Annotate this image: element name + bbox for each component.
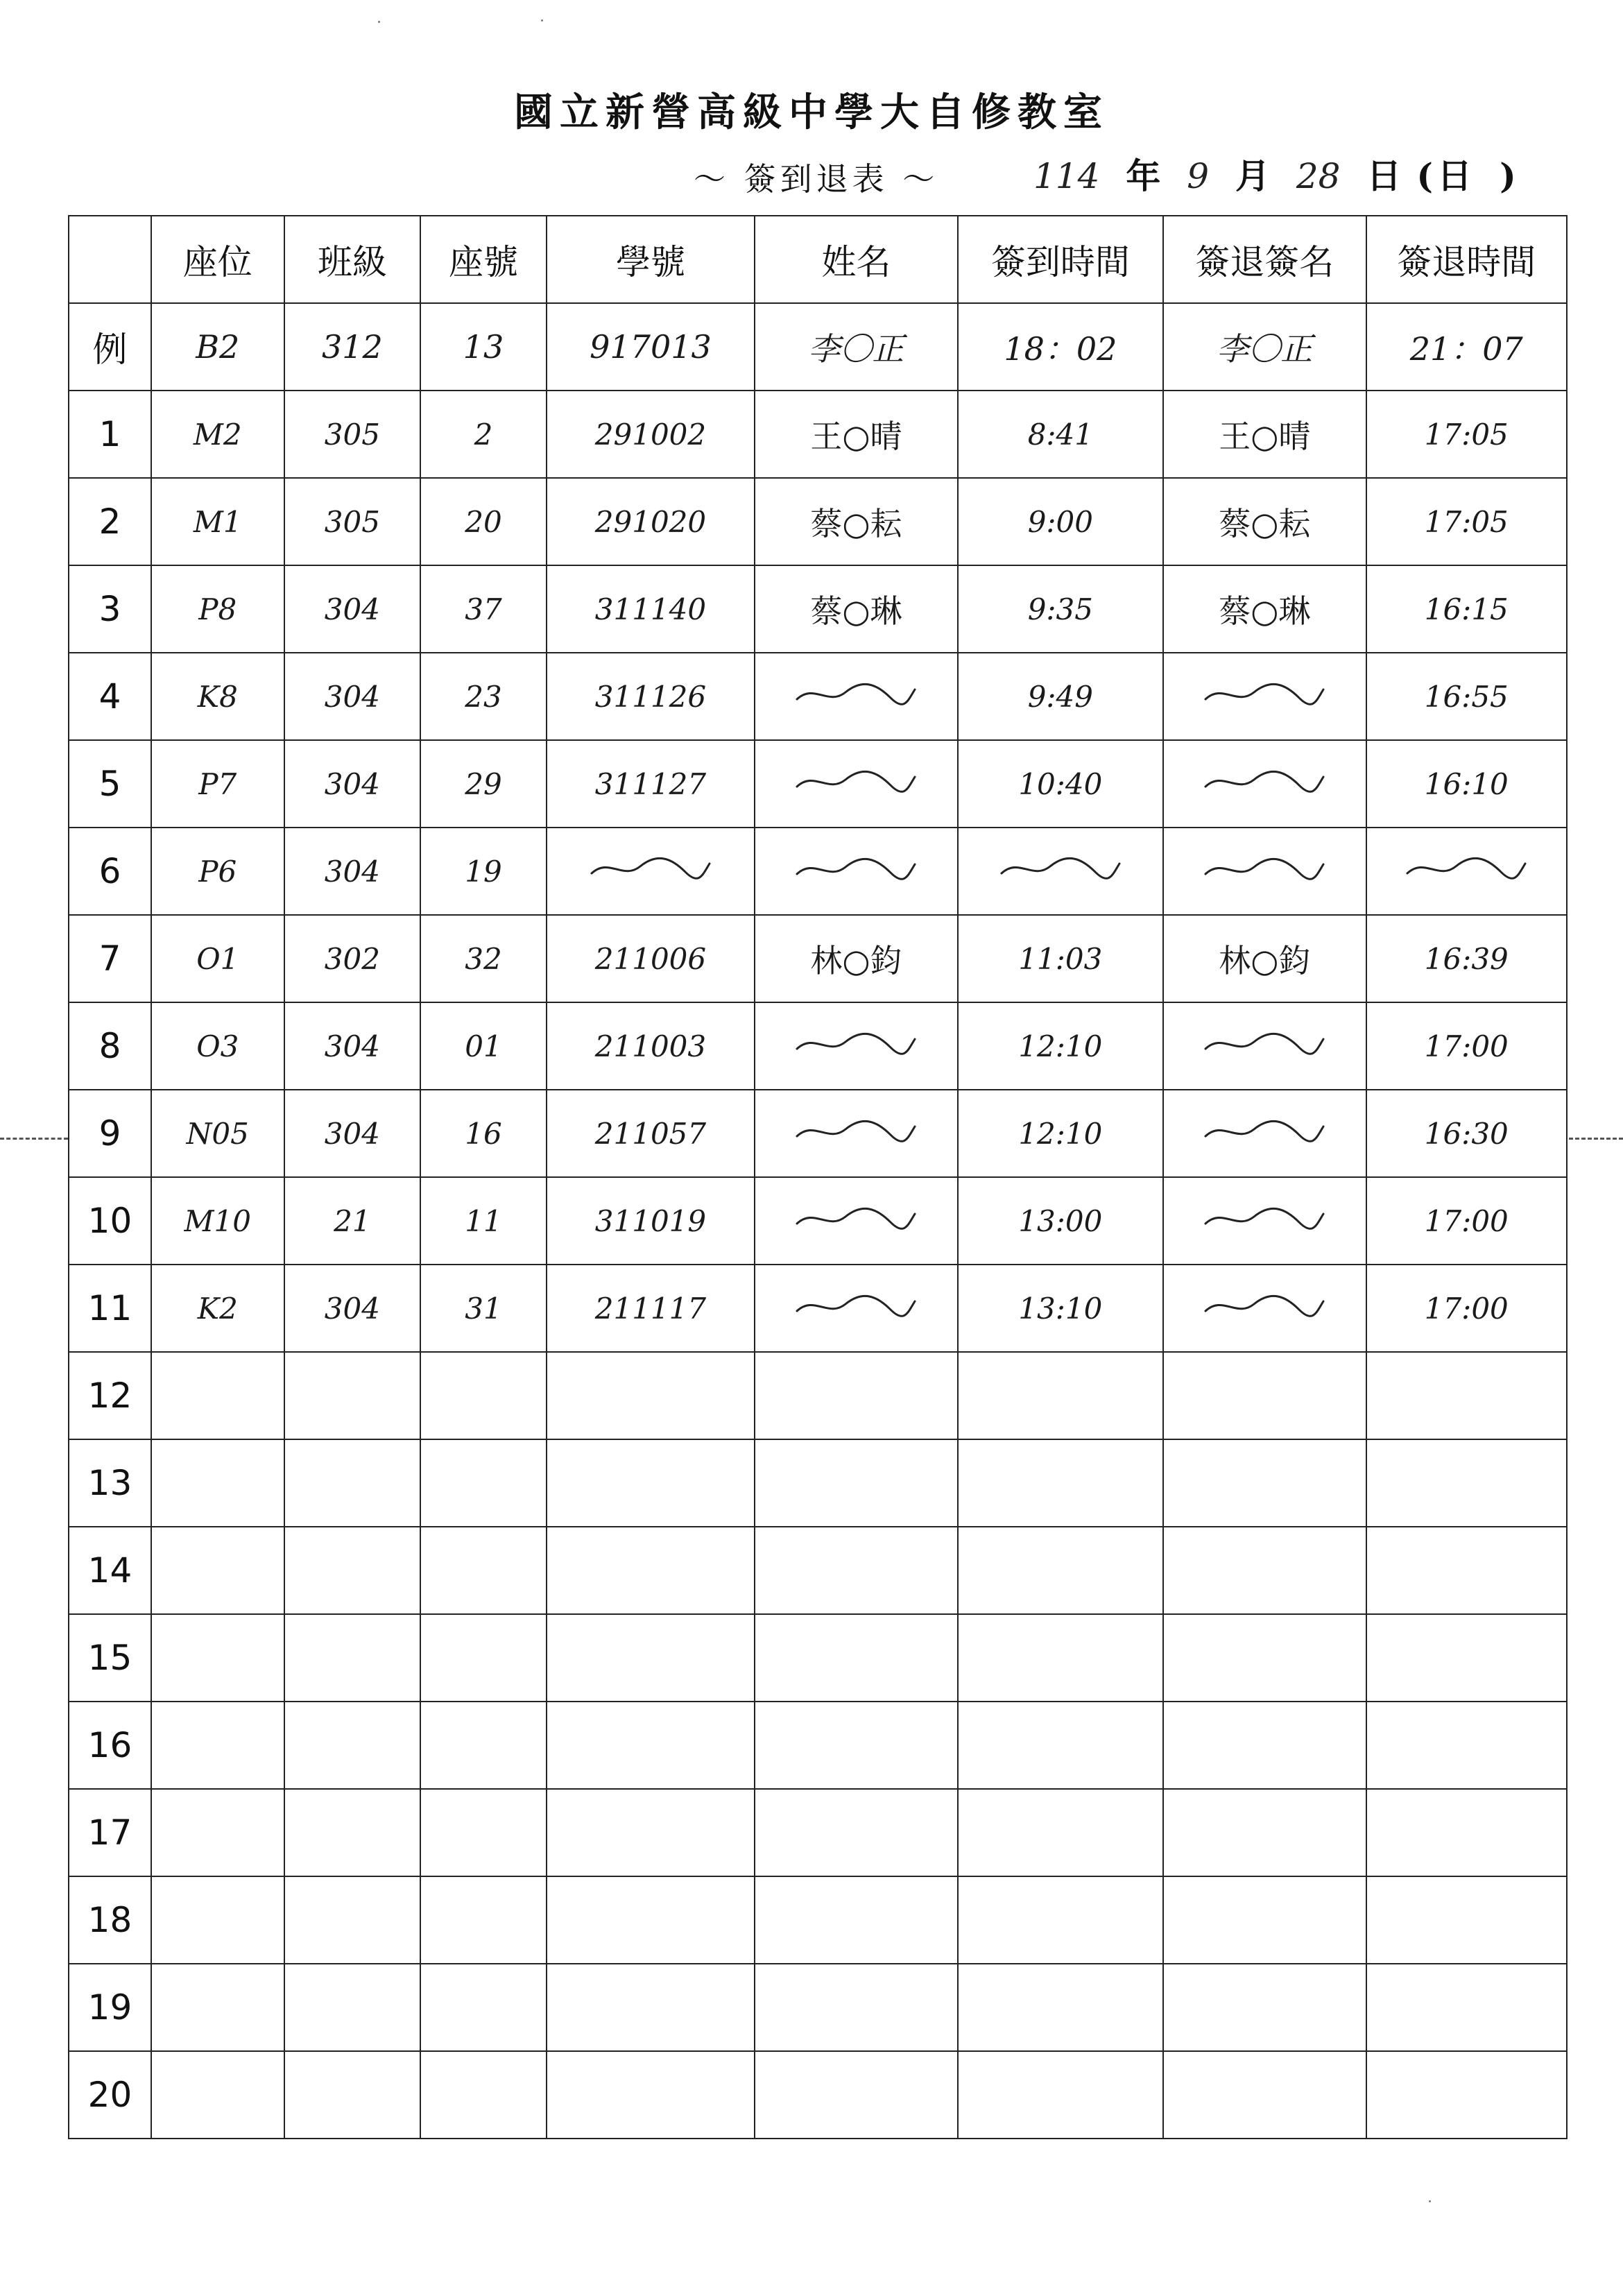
cell-checkout-signature: 林○鈞: [1163, 915, 1366, 1002]
cell-class: 21: [284, 1177, 421, 1265]
cell-seat: P6: [151, 828, 284, 915]
cell-name: [755, 1352, 957, 1439]
cell-checkout-time: [1366, 2051, 1567, 2139]
cell-name: [755, 1527, 957, 1614]
cell-checkin-time: 13:00: [958, 1177, 1163, 1265]
cell-student-id: 211006: [547, 915, 755, 1002]
cell-seat: [151, 1352, 284, 1439]
cell-class: [284, 1789, 421, 1876]
cell-checkout-time: [1366, 1876, 1567, 1964]
table-row: [69, 828, 1567, 915]
cell-checkout-time: [1366, 1702, 1567, 1789]
row-number: 10: [69, 1177, 151, 1265]
cell-class: [284, 2051, 421, 2139]
cell-seat-no: 23: [420, 653, 547, 740]
cell-seat: K8: [151, 653, 284, 740]
table-row: [69, 1527, 1567, 1614]
signin-table: [68, 215, 1568, 2139]
weekday-open: (: [1416, 155, 1434, 196]
cell-name: [755, 1702, 957, 1789]
cell-class: 304: [284, 565, 421, 653]
cell-seat-no: 2: [420, 391, 547, 478]
cell-checkout-signature: [1163, 1789, 1366, 1876]
handwritten-signature-scribble: [588, 854, 713, 882]
scan-speck: [541, 19, 543, 22]
cell-seat-no: [420, 1789, 547, 1876]
cell-student-id: 211003: [547, 1002, 755, 1090]
cell-name: [755, 653, 957, 740]
handwritten-signature-scribble: [793, 1204, 918, 1232]
row-number: 17: [69, 1789, 151, 1876]
table-row: [69, 1352, 1567, 1439]
cell-seat: P7: [151, 740, 284, 828]
cell-checkin-time: [958, 1439, 1163, 1527]
cell-seat-no: 29: [420, 740, 547, 828]
cell-name: 蔡○琳: [755, 565, 957, 653]
row-number: 2: [69, 478, 151, 565]
cell-seat-no: [420, 1614, 547, 1702]
table-row: [69, 391, 1567, 478]
cell-checkout-signature: [1163, 1614, 1366, 1702]
cell-name: [755, 828, 957, 915]
cell-seat-no: 20: [420, 478, 547, 565]
cell-checkout-time: [1366, 1964, 1567, 2051]
cell-class: [284, 1614, 421, 1702]
cell-seat-no: 13: [420, 303, 547, 391]
cell-seat: [151, 1876, 284, 1964]
row-label: 例: [69, 303, 151, 391]
cell-seat: [151, 1527, 284, 1614]
handwritten-signature-scribble: [793, 1292, 918, 1319]
date-month-label: 月: [1235, 155, 1270, 196]
row-number: 7: [69, 915, 151, 1002]
cell-class: 302: [284, 915, 421, 1002]
cell-seat: [151, 1964, 284, 2051]
table-row: [69, 1177, 1567, 1265]
cell-checkin-time: 18：02: [958, 303, 1163, 391]
cell-seat-no: 19: [420, 828, 547, 915]
cell-student-id: 311140: [547, 565, 755, 653]
cell-checkin-time: 13:10: [958, 1265, 1163, 1352]
cell-student-id: [547, 1702, 755, 1789]
cell-seat-no: 37: [420, 565, 547, 653]
cell-seat-no: [420, 1876, 547, 1964]
table-row: [69, 2051, 1567, 2139]
cell-seat: P8: [151, 565, 284, 653]
table-row: [69, 1090, 1567, 1177]
cell-name: [755, 1439, 957, 1527]
cell-seat-no: 16: [420, 1090, 547, 1177]
cell-student-id: 291020: [547, 478, 755, 565]
cell-checkout-signature: 蔡○琳: [1163, 565, 1366, 653]
cell-checkout-time: [1366, 1527, 1567, 1614]
cell-checkout-signature: [1163, 1964, 1366, 2051]
table-row: [69, 1702, 1567, 1789]
cell-class: [284, 1702, 421, 1789]
cell-student-id: 917013: [547, 303, 755, 391]
handwritten-signature-scribble: [793, 680, 918, 708]
cell-checkout-signature: [1163, 1265, 1366, 1352]
row-number: 4: [69, 653, 151, 740]
fold-mark-right: [1569, 1138, 1623, 1140]
table-row: [69, 1614, 1567, 1702]
table-row: [69, 565, 1567, 653]
cell-checkout-signature: [1163, 1876, 1366, 1964]
cell-seat: M1: [151, 478, 284, 565]
cell-name: 林○鈞: [755, 915, 957, 1002]
cell-seat-no: [420, 1702, 547, 1789]
cell-student-id: [547, 1439, 755, 1527]
col-header-seat: 座位: [151, 216, 284, 303]
cell-checkin-time: 9:35: [958, 565, 1163, 653]
cell-student-id: 291002: [547, 391, 755, 478]
cell-checkout-signature: [1163, 740, 1366, 828]
cell-checkin-time: [958, 1527, 1163, 1614]
date-weekday: 日: [1437, 155, 1472, 196]
row-number: 16: [69, 1702, 151, 1789]
table-row: [69, 1265, 1567, 1352]
cell-name: [755, 740, 957, 828]
cell-checkout-signature: [1163, 2051, 1366, 2139]
handwritten-signature-scribble: [793, 1117, 918, 1145]
cell-checkout-signature: [1163, 828, 1366, 915]
cell-seat-no: 32: [420, 915, 547, 1002]
cell-class: 304: [284, 653, 421, 740]
row-number: 1: [69, 391, 151, 478]
cell-checkout-time: [1366, 1789, 1567, 1876]
cell-name: 王○晴: [755, 391, 957, 478]
cell-student-id: [547, 1352, 755, 1439]
cell-checkin-time: [958, 2051, 1163, 2139]
weekday-close: ): [1500, 155, 1516, 196]
row-number: 11: [69, 1265, 151, 1352]
cell-checkout-time: 17:05: [1366, 391, 1567, 478]
cell-student-id: 211057: [547, 1090, 755, 1177]
table-row: [69, 1964, 1567, 2051]
handwritten-signature-scribble: [1202, 680, 1327, 708]
cell-class: 304: [284, 1265, 421, 1352]
handwritten-signature-scribble: [1404, 854, 1529, 882]
cell-checkin-time: 12:10: [958, 1090, 1163, 1177]
cell-student-id: [547, 2051, 755, 2139]
cell-seat: B2: [151, 303, 284, 391]
cell-checkout-signature: [1163, 1439, 1366, 1527]
cell-class: 305: [284, 478, 421, 565]
cell-name: [755, 1265, 957, 1352]
handwritten-signature-scribble: [1202, 1117, 1327, 1145]
cell-checkout-time: 21：07: [1366, 303, 1567, 391]
cell-checkin-time: [958, 1702, 1163, 1789]
cell-class: 304: [284, 740, 421, 828]
cell-class: [284, 1876, 421, 1964]
row-number: 18: [69, 1876, 151, 1964]
cell-student-id: 311019: [547, 1177, 755, 1265]
cell-seat-no: [420, 2051, 547, 2139]
cell-checkout-signature: [1163, 1702, 1366, 1789]
cell-checkout-signature: [1163, 1177, 1366, 1265]
table-row: [69, 1876, 1567, 1964]
cell-seat: O3: [151, 1002, 284, 1090]
cell-seat-no: 11: [420, 1177, 547, 1265]
handwritten-signature-scribble: [1202, 1292, 1327, 1319]
cell-checkout-signature: [1163, 1527, 1366, 1614]
cell-checkout-time: [1366, 828, 1567, 915]
cell-seat: N05: [151, 1090, 284, 1177]
cell-checkout-signature: [1163, 653, 1366, 740]
cell-seat-no: [420, 1439, 547, 1527]
cell-checkout-time: 17:00: [1366, 1002, 1567, 1090]
cell-seat: [151, 1789, 284, 1876]
cell-name: [755, 2051, 957, 2139]
handwritten-signature-scribble: [793, 767, 918, 795]
col-header-class: 班級: [284, 216, 421, 303]
cell-student-id: [547, 1527, 755, 1614]
row-number: 20: [69, 2051, 151, 2139]
table-row: [69, 740, 1567, 828]
handwritten-signature-scribble: [998, 854, 1123, 882]
row-number: 8: [69, 1002, 151, 1090]
table-row: [69, 653, 1567, 740]
cell-name: [755, 1789, 957, 1876]
cell-name: [755, 1002, 957, 1090]
cell-checkout-time: [1366, 1439, 1567, 1527]
cell-checkout-time: 17:05: [1366, 478, 1567, 565]
date-year: 114: [1033, 156, 1100, 196]
handwritten-signature-scribble: [1202, 1204, 1327, 1232]
cell-checkout-time: 17:00: [1366, 1177, 1567, 1265]
handwritten-signature-scribble: [1202, 855, 1327, 882]
date-day: 28: [1296, 156, 1341, 196]
col-header-index: [69, 216, 151, 303]
cell-name: [755, 1614, 957, 1702]
example-row: [69, 303, 1567, 391]
cell-checkout-time: 16:10: [1366, 740, 1567, 828]
date-month: 9: [1187, 156, 1210, 196]
cell-student-id: [547, 1876, 755, 1964]
cell-checkin-time: [958, 828, 1163, 915]
row-number: 5: [69, 740, 151, 828]
cell-checkin-time: [958, 1964, 1163, 2051]
handwritten-signature-scribble: [793, 855, 918, 882]
cell-checkout-signature: [1163, 1090, 1366, 1177]
cell-checkout-signature: 李〇正: [1163, 303, 1366, 391]
handwritten-signature-scribble: [1202, 1029, 1327, 1057]
row-number: 3: [69, 565, 151, 653]
row-number: 12: [69, 1352, 151, 1439]
cell-seat-no: [420, 1527, 547, 1614]
cell-student-id: [547, 1614, 755, 1702]
scan-speck: [1429, 2200, 1431, 2202]
cell-class: 305: [284, 391, 421, 478]
table-row: [69, 1789, 1567, 1876]
cell-seat-no: [420, 1352, 547, 1439]
row-number: 9: [69, 1090, 151, 1177]
cell-student-id: [547, 1789, 755, 1876]
row-number: 6: [69, 828, 151, 915]
cell-seat: M2: [151, 391, 284, 478]
table-row: [69, 1002, 1567, 1090]
cell-checkout-signature: [1163, 1352, 1366, 1439]
cell-checkin-time: 11:03: [958, 915, 1163, 1002]
cell-checkin-time: 8:41: [958, 391, 1163, 478]
cell-seat: K2: [151, 1265, 284, 1352]
cell-seat: [151, 1702, 284, 1789]
cell-name: [755, 1964, 957, 2051]
cell-class: 312: [284, 303, 421, 391]
col-header-checkin-time: 簽到時間: [958, 216, 1163, 303]
cell-student-id: [547, 828, 755, 915]
handwritten-signature-scribble: [1202, 767, 1327, 795]
date-day-label: 日: [1366, 155, 1402, 196]
cell-checkout-time: 16:39: [1366, 915, 1567, 1002]
cell-student-id: 311126: [547, 653, 755, 740]
cell-name: 李〇正: [755, 303, 957, 391]
row-number: 19: [69, 1964, 151, 2051]
cell-seat: M10: [151, 1177, 284, 1265]
row-number: 14: [69, 1527, 151, 1614]
fold-mark-left: [0, 1138, 68, 1140]
cell-checkin-time: [958, 1789, 1163, 1876]
header-row: [69, 216, 1567, 303]
cell-class: [284, 1964, 421, 2051]
cell-seat: O1: [151, 915, 284, 1002]
cell-seat: [151, 1439, 284, 1527]
table-row: [69, 915, 1567, 1002]
cell-student-id: 311127: [547, 740, 755, 828]
cell-checkin-time: 10:40: [958, 740, 1163, 828]
col-header-checkout-time: 簽退時間: [1366, 216, 1567, 303]
cell-name: [755, 1876, 957, 1964]
cell-seat: [151, 2051, 284, 2139]
cell-checkout-time: 16:55: [1366, 653, 1567, 740]
scan-speck: [378, 21, 380, 23]
cell-checkin-time: 9:00: [958, 478, 1163, 565]
cell-checkout-time: 16:15: [1366, 565, 1567, 653]
cell-class: [284, 1352, 421, 1439]
cell-class: 304: [284, 1090, 421, 1177]
row-number: 13: [69, 1439, 151, 1527]
cell-name: 蔡○耘: [755, 478, 957, 565]
date-line: [1033, 148, 1531, 198]
cell-seat-no: 01: [420, 1002, 547, 1090]
cell-student-id: 211117: [547, 1265, 755, 1352]
cell-checkin-time: [958, 1876, 1163, 1964]
col-header-student-id: 學號: [547, 216, 755, 303]
col-header-checkout-signature: 簽退簽名: [1163, 216, 1366, 303]
col-header-seat-no: 座號: [420, 216, 547, 303]
page-subtitle: ～ 簽到退表 ～: [694, 160, 939, 198]
cell-checkout-time: [1366, 1614, 1567, 1702]
col-header-name: 姓名: [755, 216, 957, 303]
handwritten-signature-scribble: [793, 1029, 918, 1057]
cell-checkin-time: [958, 1352, 1163, 1439]
cell-student-id: [547, 1964, 755, 2051]
cell-seat-no: 31: [420, 1265, 547, 1352]
cell-seat: [151, 1614, 284, 1702]
cell-class: 304: [284, 1002, 421, 1090]
cell-class: 304: [284, 828, 421, 915]
cell-name: [755, 1177, 957, 1265]
cell-name: [755, 1090, 957, 1177]
cell-checkout-signature: 蔡○耘: [1163, 478, 1366, 565]
date-year-label: 年: [1126, 155, 1161, 196]
cell-class: [284, 1439, 421, 1527]
row-number: 15: [69, 1614, 151, 1702]
table-row: [69, 478, 1567, 565]
cell-checkout-time: 17:00: [1366, 1265, 1567, 1352]
cell-seat-no: [420, 1964, 547, 2051]
cell-checkout-signature: 王○晴: [1163, 391, 1366, 478]
table-row: [69, 1439, 1567, 1527]
cell-checkout-signature: [1163, 1002, 1366, 1090]
page-title: 國立新營高級中學大自修教室: [514, 89, 1109, 135]
cell-checkin-time: 9:49: [958, 653, 1163, 740]
cell-class: [284, 1527, 421, 1614]
cell-checkin-time: 12:10: [958, 1002, 1163, 1090]
cell-checkout-time: 16:30: [1366, 1090, 1567, 1177]
cell-checkout-time: [1366, 1352, 1567, 1439]
cell-checkin-time: [958, 1614, 1163, 1702]
